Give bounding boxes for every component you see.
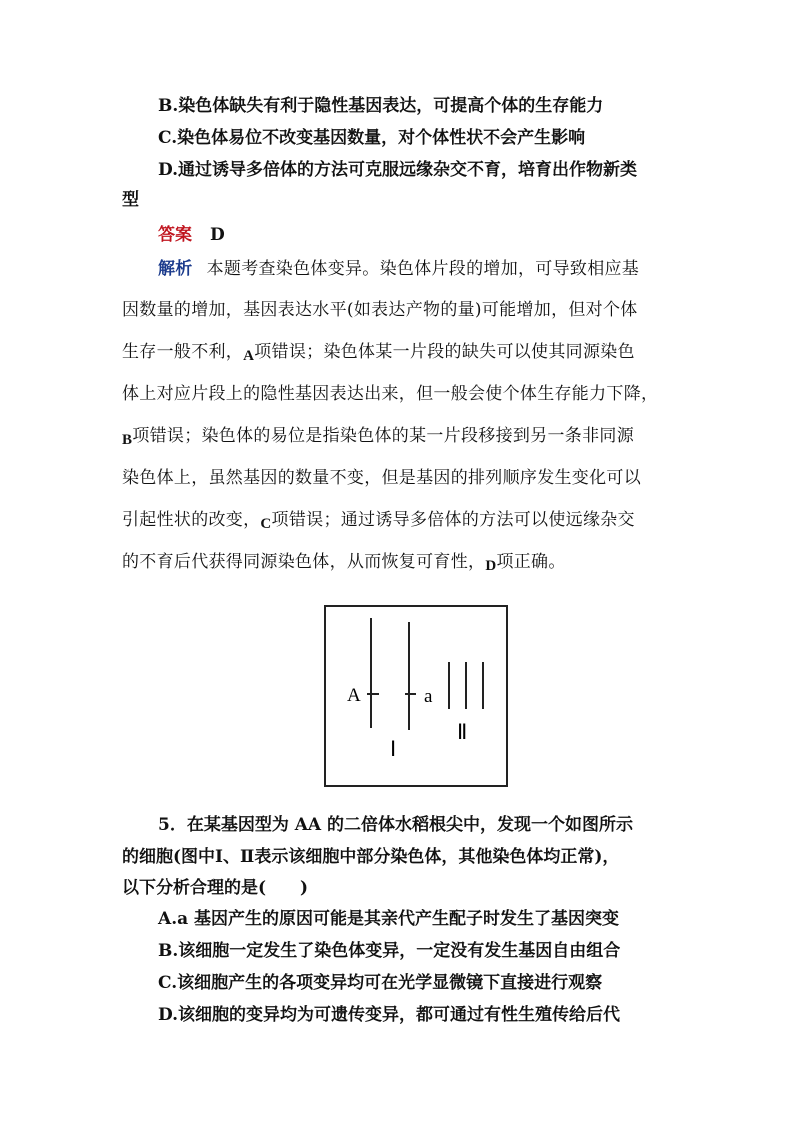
answer-label: 答案: [158, 225, 192, 245]
label-chromosome-II: Ⅱ: [457, 720, 468, 744]
q5-option-c: C.该细胞产生的各项变异均可在光学显微镜下直接进行观察: [158, 973, 603, 993]
analysis-text-8b: 项正确。: [496, 552, 566, 572]
analysis-line-8: [122, 554, 566, 574]
q5-stem-line1: 5．在某基因型为 AA 的二倍体水稻根尖中，发现一个如图所示: [158, 815, 634, 835]
analysis-text-3b: 项错误；染色体某一片段的缺失可以使其同源染色: [254, 342, 635, 362]
label-gene-a: a: [424, 686, 433, 707]
answer-value: D: [210, 225, 225, 245]
label-chromosome-I: Ⅰ: [390, 737, 397, 761]
analysis-line-6: 染色体上，虽然基因的数量不变，但是基因的排列顺序发生变化可以: [122, 468, 641, 488]
q5-option-a: A.a 基因产生的原因可能是其亲代产生配子时发生了基因突变: [158, 909, 620, 929]
analysis-line-1: [158, 261, 639, 278]
analysis-text-1: 本题考查染色体变异。染色体片段的增加，可导致相应基: [206, 259, 640, 279]
prev-option-b: B.染色体缺失有利于隐性基因表达，可提高个体的生存能力: [158, 96, 604, 116]
analysis-text-8a: 的不育后代获得同源染色体，从而恢复可育性，: [122, 552, 486, 572]
analysis-text-5b: 项错误；染色体的易位是指染色体的某一片段移接到另一条非同源: [132, 426, 635, 446]
option-letter-c: C: [260, 516, 272, 532]
analysis-label: 解析: [158, 259, 193, 279]
q5-stem-line3: 以下分析合理的是( ): [122, 878, 309, 898]
analysis-line-3: [122, 344, 635, 364]
analysis-text-7b: 项错误；通过诱导多倍体的方法可以使远缘杂交: [271, 510, 635, 530]
option-letter-a: A: [243, 348, 255, 364]
analysis-line-2: 因数量的增加，基因表达水平(如表达产物的量)可能增加，但对个体: [122, 300, 638, 320]
analysis-text-7a: 引起性状的改变，: [122, 510, 261, 530]
q5-option-d: D.该细胞的变异均为可遗传变异，都可通过有性生殖传给后代: [158, 1005, 621, 1025]
q5-option-b: B.该细胞一定发生了染色体变异，一定没有发生基因自由组合: [158, 941, 621, 961]
option-letter-d: D: [485, 558, 497, 574]
analysis-line-5: [122, 428, 634, 448]
option-letter-b: B: [122, 432, 133, 448]
answer-row: [158, 227, 225, 244]
label-gene-A: A: [347, 685, 361, 706]
prev-option-d-line2: 型: [122, 190, 139, 210]
prev-option-c: C.染色体易位不改变基因数量，对个体性状不会产生影响: [158, 128, 586, 148]
analysis-line-4: 体上对应片段上的隐性基因表达出来，但一般会使个体生存能力下降，: [122, 384, 659, 404]
prev-option-d-line1: D.通过诱导多倍体的方法可克服远缘杂交不育，培育出作物新类: [158, 160, 638, 180]
q5-stem-line2: 的细胞(图中Ⅰ、Ⅱ表示该细胞中部分染色体，其他染色体均正常)，: [122, 847, 620, 867]
analysis-text-3a: 生存一般不利，: [122, 342, 244, 362]
analysis-line-7: [122, 512, 635, 532]
chromosome-figure: [313, 592, 523, 799]
